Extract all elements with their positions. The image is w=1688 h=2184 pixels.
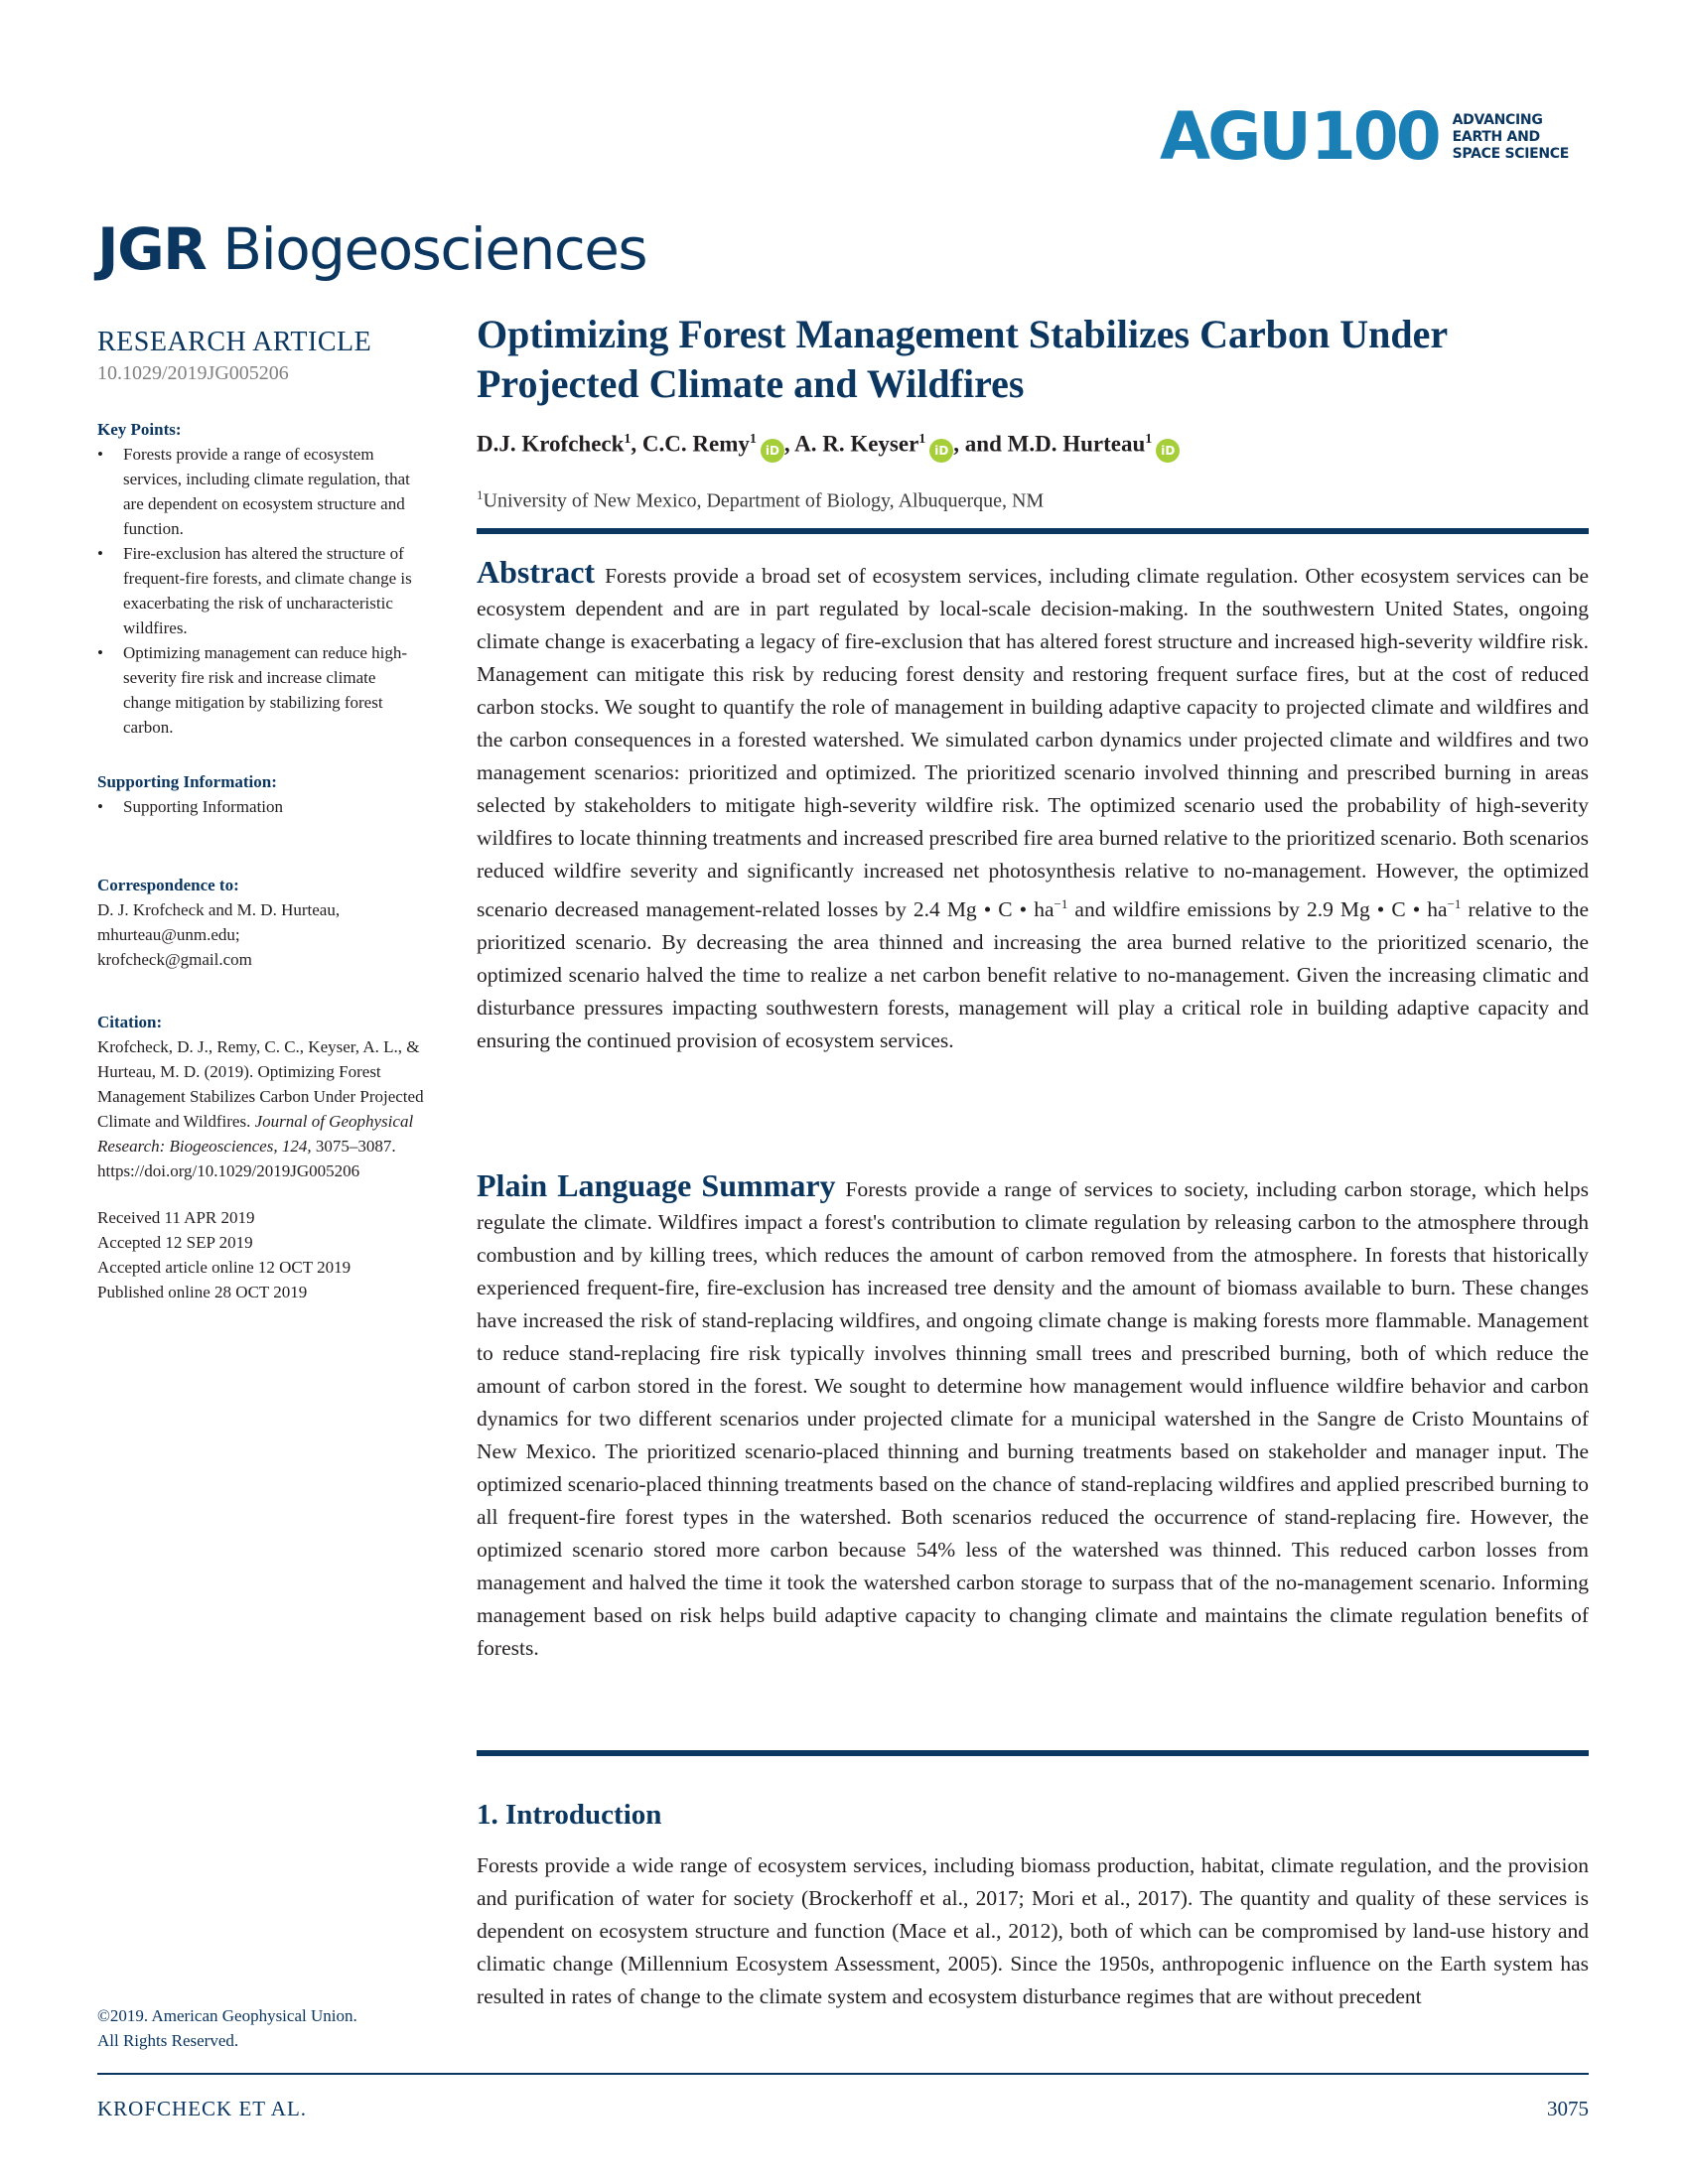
author-separator: , bbox=[783, 431, 795, 457]
page-number: 3075 bbox=[1547, 2097, 1589, 2120]
key-point: • Fire-exclusion has altered the structure of frequent-fire forests, and climate change is exacerbating the risk of uncharacteristic wildfires. bbox=[97, 541, 425, 640]
abstract bbox=[477, 556, 1589, 1057]
correspondence-names: D. J. Krofcheck and M. D. Hurteau, bbox=[97, 900, 341, 919]
agu100-logo bbox=[1160, 98, 1570, 175]
plain-language-summary bbox=[477, 1169, 1589, 1665]
correspondence-email[interactable]: krofcheck@gmail.com bbox=[97, 950, 252, 969]
citation-text: Krofcheck, D. J., Remy, C. C., Keyser, A. L., & Hurteau, M. D. (2019). Optimizing Forest Management Stabilizes Carbon Under Projected Climate and Wildfires. bbox=[97, 1037, 424, 1131]
supporting-info-link[interactable]: • Supporting Information bbox=[97, 794, 425, 819]
affiliation-text: University of New Mexico, Department of Biology, Albuquerque, NM bbox=[483, 489, 1045, 512]
pls-heading: Plain Language Summary bbox=[477, 1167, 836, 1203]
author-affiliation-sup: 1 bbox=[749, 432, 757, 447]
correspondence-label: Correspondence to: bbox=[97, 876, 239, 894]
logo-tagline-2: EARTH AND bbox=[1452, 128, 1540, 145]
unit-exponent: −1 bbox=[1054, 896, 1068, 911]
author-affiliation-sup: 1 bbox=[918, 432, 926, 447]
key-points-label: Key Points: bbox=[97, 420, 182, 439]
correspondence-email[interactable]: mhurteau@unm.edu; bbox=[97, 925, 240, 944]
unit-exponent: −1 bbox=[1447, 896, 1462, 911]
article-title: Optimizing Forest Management Stabilizes Carbon Under Projected Climate and Wildfires bbox=[477, 312, 1448, 406]
key-points-list bbox=[97, 442, 425, 740]
logo-100-text: 100 bbox=[1310, 98, 1439, 175]
author-name: M.D. Hurteau bbox=[1007, 431, 1146, 457]
copyright bbox=[97, 2003, 425, 2053]
date-received: Received 11 APR 2019 bbox=[97, 1208, 255, 1227]
author-separator: , bbox=[631, 431, 642, 457]
abstract-text: Forests provide a broad set of ecosystem services, including climate regulation. Other ecosystem services can be ecosystem dependent and are in part regulated by local-scale decision-making. In the southwestern United States, ongoing climate change is exacerbating a legacy of fire-exclusion that has altered forest structure and increased high-severity wildfire risk. Management can mitigate this risk by reducing forest density and restoring frequent surface fires, but at the cost of reduced carbon stocks. We sought to quantify the role of management in building adaptive capacity to projected climate and wildfires and the carbon consequences in a forested watershed. We simulated carbon dynamics under projected climate and wildfires and two management scenarios: prioritized and optimized. The prioritized scenario involved thinning and prescribed burning in areas selected by stakeholders to mitigate high-severity wildfire risk. The optimized scenario used the probability of high-severity wildfires to locate thinning treatments and increased prescribed fire area burned relative to the prioritized scenario. Both scenarios reduced wildfire severity and significantly increased net photosynthesis relative to no-management. However, the optimized scenario decreased management-related losses by 2.4 Mg • C • ha bbox=[477, 564, 1589, 922]
logo-tagline-3: SPACE SCIENCE bbox=[1452, 145, 1570, 162]
abstract-text: relative to the prioritized scenario. By decreasing the area thinned and increasing the area burned relative to the prioritized scenario, the optimized scenario halved the time to realize a net carbon benefit relative to no-management. Given the increasing climatic and disturbance pressures impacting southwestern forests, management will play a critical role in building adaptive capacity and ensuring the continued provision of ecosystem services. bbox=[477, 897, 1589, 1053]
affiliation-sup: 1 bbox=[477, 487, 484, 502]
copyright-line: All Rights Reserved. bbox=[97, 2031, 239, 2050]
author-name: C.C. Remy bbox=[641, 431, 750, 457]
author-affiliation-sup: 1 bbox=[624, 432, 632, 447]
footer-divider bbox=[97, 2073, 1589, 2075]
doi[interactable]: 10.1029/2019JG005206 bbox=[97, 362, 289, 384]
orcid-icon[interactable]: iD bbox=[761, 439, 784, 463]
citation-journal: Journal of Geophysical Research: Biogeosciences, 124, bbox=[97, 1112, 414, 1156]
affiliation bbox=[477, 481, 1589, 515]
author-separator: , and bbox=[953, 431, 1008, 457]
introduction-text: Forests provide a wide range of ecosystem services, including biomass production, habitat, climate regulation, and the provision and purification of water for society (Brockerhoff et al., 2017; Mori et al., 2017). The quantity and quality of these services is dependent on ecosystem structure and function (Mace et al., 2012), both of which can be compromised by land-use history and climatic change (Millennium Ecosystem Assessment, 2005). Since the 1950s, anthropogenic influence on the Earth system has resulted in rates of change to the climate system and ecosystem disturbance regimes that are without precedent bbox=[477, 1853, 1589, 2008]
journal-name-rest: Biogeosciences bbox=[206, 215, 647, 283]
citation-label: Citation: bbox=[97, 1013, 163, 1031]
copyright-line: ©2019. American Geophysical Union. bbox=[97, 2006, 357, 2025]
article-type: RESEARCH ARTICLE bbox=[97, 327, 372, 357]
section-heading-introduction: 1. Introduction bbox=[477, 1799, 662, 1831]
logo-tagline bbox=[1453, 112, 1569, 163]
date-published: Published online 28 OCT 2019 bbox=[97, 1283, 308, 1301]
date-online: Accepted article online 12 OCT 2019 bbox=[97, 1258, 352, 1277]
divider bbox=[477, 528, 1589, 534]
orcid-icon[interactable]: iD bbox=[1156, 439, 1180, 463]
pls-text: Forests provide a range of services to society, including carbon storage, which helps regulate the climate. Wildfires impact a forest's contribution to climate regulation by releasing carbon to the atmosphere through combustion and by killing trees, which reduces the amount of carbon removed from the atmosphere. In forests that historically experienced frequent-fire, fire-exclusion has increased tree density and the amount of biomass available to burn. These changes have increased the risk of stand-replacing wildfires, and ongoing climate change is making forests more flammable. Management to reduce stand-replacing fire risk typically involves thinning small trees and prescribed burning, both of which reduce the amount of carbon stored in the forest. We sought to determine how management would influence wildfire behavior and carbon dynamics for two different scenarios under projected climate for a municipal watershed in the Sangre de Cristo Mountains of New Mexico. The prioritized scenario-placed thinning and burning treatments based on stakeholder and manager input. The optimized scenario-placed thinning treatments based on the chance of stand-replacing wildfires and applied prescribed burning to all frequent-fire forest types in the watershed. Both scenarios reduced the occurrence of stand-replacing fire. However, the optimized scenario stored more carbon because 54% less of the watershed was thinned. This reduced carbon losses from management and halved the time it took the watershed carbon storage to surpass that of the no-management scenario. Informing management based on risk helps build adaptive capacity to changing climate and maintains the climate regulation benefits of forests. bbox=[477, 1177, 1589, 1660]
abstract-heading: Abstract bbox=[477, 554, 596, 590]
key-point: • Optimizing management can reduce high-severity fire risk and increase climate change mitigation by stabilizing forest carbon. bbox=[97, 640, 425, 740]
supporting-info-label: Supporting Information: bbox=[97, 772, 277, 791]
footer-authors: KROFCHECK ET AL. bbox=[97, 2097, 308, 2120]
citation-pages: 3075–3087. https://doi.org/10.1029/2019JG005206 bbox=[97, 1137, 396, 1180]
supporting-info-list bbox=[97, 794, 425, 819]
key-point: • Forests provide a range of ecosystem services, including climate regulation, that are dependent on ecosystem structure and function. bbox=[97, 442, 425, 541]
logo-tagline-1: ADVANCING bbox=[1452, 111, 1543, 128]
citation bbox=[97, 1034, 425, 1183]
journal-name bbox=[97, 215, 647, 283]
logo-agu-text: AGU bbox=[1160, 98, 1309, 175]
orcid-icon[interactable]: iD bbox=[929, 439, 953, 463]
author-affiliation-sup: 1 bbox=[1145, 432, 1153, 447]
divider bbox=[477, 1750, 1589, 1756]
date-accepted: Accepted 12 SEP 2019 bbox=[97, 1233, 253, 1252]
journal-name-bold: JGR bbox=[97, 215, 207, 283]
author-name: A. R. Keyser bbox=[794, 431, 919, 457]
author-list bbox=[477, 424, 1589, 463]
abstract-text: and wildfire emissions by 2.9 Mg • C • ha bbox=[1067, 897, 1448, 922]
sidebar bbox=[97, 326, 425, 1304]
author-name: D.J. Krofcheck bbox=[477, 431, 625, 457]
